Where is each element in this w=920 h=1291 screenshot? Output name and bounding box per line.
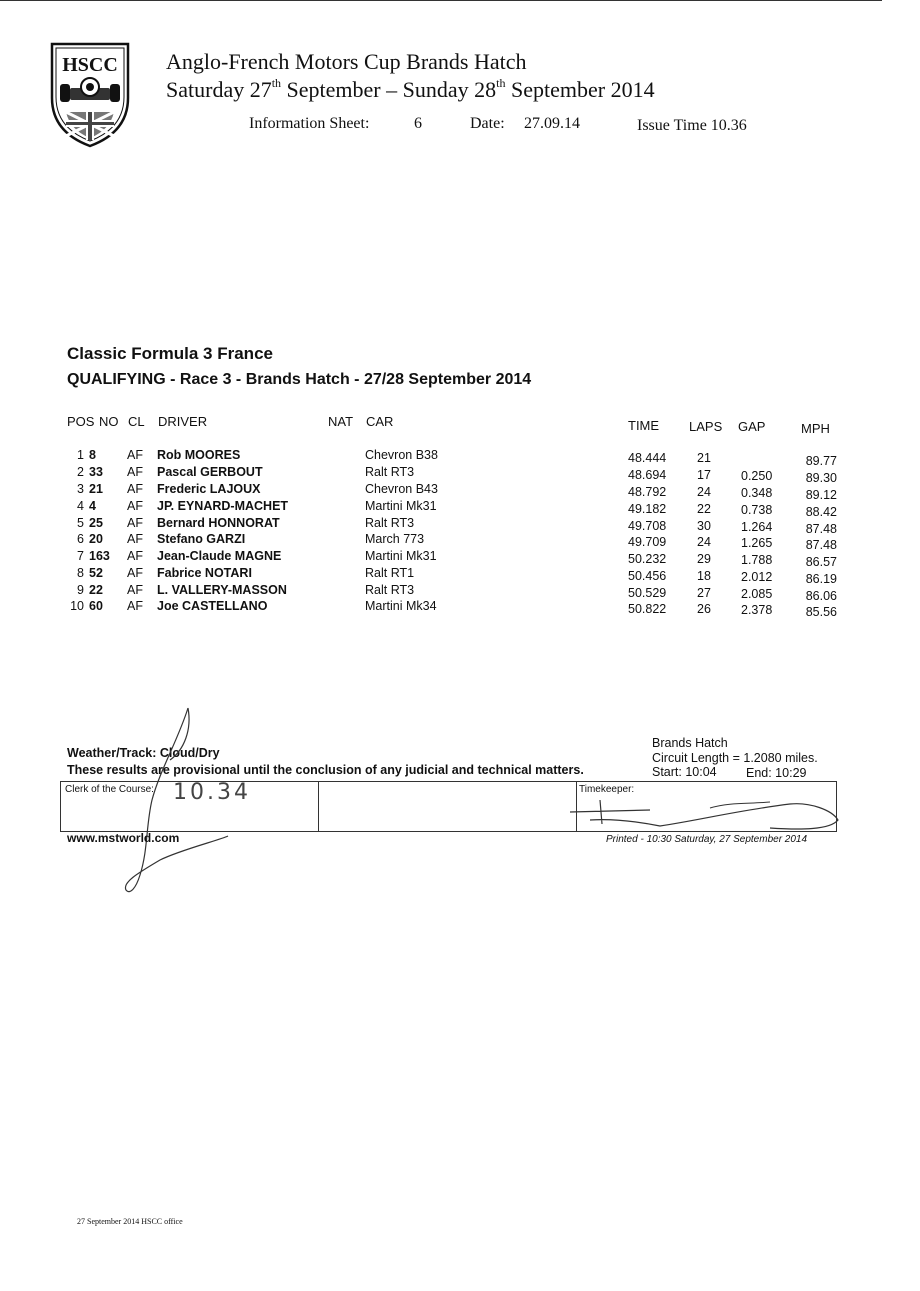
cell-time: 49.708 bbox=[628, 519, 667, 533]
cell-no: 8 bbox=[89, 448, 96, 462]
cell-pos: 6 bbox=[77, 532, 84, 546]
website-link[interactable]: www.mstworld.com bbox=[67, 831, 180, 845]
cell-time: 50.822 bbox=[628, 602, 667, 616]
event-dates: Saturday 27th September – Sunday 28th September 2014 bbox=[166, 76, 655, 102]
cell-mph: 89.77 bbox=[805, 454, 837, 468]
cell-pos: 2 bbox=[77, 465, 84, 479]
cell-car: Martini Mk34 bbox=[365, 599, 437, 613]
hscc-logo bbox=[48, 40, 132, 150]
cell-laps: 18 bbox=[697, 569, 711, 583]
date-value: 27.09.14 bbox=[524, 115, 580, 132]
table-row bbox=[0, 583, 920, 603]
cell-laps: 30 bbox=[697, 519, 711, 533]
cell-cl: AF bbox=[127, 499, 143, 513]
table-row bbox=[0, 499, 920, 519]
cell-cl: AF bbox=[127, 465, 143, 479]
cell-no: 33 bbox=[89, 465, 103, 479]
cell-driver: Fabrice NOTARI bbox=[157, 566, 252, 580]
box-divider bbox=[318, 782, 319, 831]
cell-mph: 85.56 bbox=[805, 605, 837, 619]
cell-cl: AF bbox=[127, 549, 143, 563]
cell-mph: 87.48 bbox=[805, 538, 837, 552]
col-header-laps: LAPS bbox=[689, 419, 723, 434]
cell-gap: 0.250 bbox=[741, 469, 773, 483]
cell-gap: 1.788 bbox=[741, 553, 773, 567]
cell-laps: 29 bbox=[697, 552, 711, 566]
cell-gap: 1.265 bbox=[741, 536, 773, 550]
cell-cl: AF bbox=[127, 516, 143, 530]
cell-car: Martini Mk31 bbox=[365, 549, 437, 563]
cell-mph: 86.06 bbox=[805, 589, 837, 603]
cell-gap: 0.738 bbox=[741, 503, 773, 517]
cell-cl: AF bbox=[127, 448, 143, 462]
cell-driver: Frederic LAJOUX bbox=[157, 482, 261, 496]
col-header-pos: POS bbox=[67, 414, 95, 429]
cell-no: 21 bbox=[89, 482, 103, 496]
col-header-cl: CL bbox=[128, 414, 145, 429]
cell-driver: L. VALLERY-MASSON bbox=[157, 583, 287, 597]
cell-car: Martini Mk31 bbox=[365, 499, 437, 513]
cell-mph: 89.30 bbox=[805, 471, 837, 485]
table-row bbox=[0, 516, 920, 536]
weather-track: Weather/Track: Cloud/Dry bbox=[67, 746, 220, 760]
session-end: End: 10:29 bbox=[746, 766, 807, 780]
cell-gap: 2.378 bbox=[741, 603, 773, 617]
cell-laps: 24 bbox=[697, 535, 711, 549]
cell-car: Ralt RT3 bbox=[365, 516, 415, 530]
cell-gap: 2.012 bbox=[741, 570, 773, 584]
cell-car: Ralt RT3 bbox=[365, 465, 415, 479]
cell-driver: Jean-Claude MAGNE bbox=[157, 549, 282, 563]
table-row bbox=[0, 448, 920, 468]
issue-time: Issue Time 10.36 bbox=[637, 117, 747, 134]
cell-car: Ralt RT1 bbox=[365, 566, 415, 580]
cell-mph: 87.48 bbox=[805, 522, 837, 536]
table-row bbox=[0, 566, 920, 586]
cell-no: 25 bbox=[89, 516, 103, 530]
circuit-length: Circuit Length = 1.2080 miles. bbox=[652, 751, 818, 765]
cell-pos: 7 bbox=[77, 549, 84, 563]
cell-time: 48.444 bbox=[628, 451, 667, 465]
cell-laps: 26 bbox=[697, 602, 711, 616]
cell-mph: 86.57 bbox=[805, 555, 837, 569]
cell-laps: 21 bbox=[697, 451, 711, 465]
cell-car: Ralt RT3 bbox=[365, 583, 415, 597]
provisional-note: These results are provisional until the conclusion of any judicial and technical matters. bbox=[67, 763, 584, 777]
cell-pos: 1 bbox=[77, 448, 84, 462]
cell-time: 49.709 bbox=[628, 535, 667, 549]
cell-no: 20 bbox=[89, 532, 103, 546]
col-header-car: CAR bbox=[366, 414, 394, 429]
event-title: Anglo-French Motors Cup Brands Hatch bbox=[166, 49, 527, 74]
cell-laps: 17 bbox=[697, 468, 711, 482]
cell-pos: 9 bbox=[77, 583, 84, 597]
cell-laps: 27 bbox=[697, 586, 711, 600]
cell-driver: Rob MOORES bbox=[157, 448, 241, 462]
col-header-mph: MPH bbox=[801, 421, 830, 436]
cell-no: 60 bbox=[89, 599, 103, 613]
office-note: 27 September 2014 HSCC office bbox=[77, 1217, 183, 1226]
col-header-no: NO bbox=[99, 414, 119, 429]
table-row bbox=[0, 465, 920, 485]
cell-car: Chevron B43 bbox=[365, 482, 438, 496]
cell-driver: Stefano GARZI bbox=[157, 532, 246, 546]
table-row bbox=[0, 482, 920, 502]
cell-laps: 24 bbox=[697, 485, 711, 499]
cell-time: 50.456 bbox=[628, 569, 667, 583]
cell-mph: 88.42 bbox=[805, 505, 837, 519]
cell-gap: 0.348 bbox=[741, 486, 773, 500]
cell-cl: AF bbox=[127, 482, 143, 496]
cell-pos: 3 bbox=[77, 482, 84, 496]
timekeeper-label: Timekeeper: bbox=[579, 784, 635, 795]
cell-mph: 86.19 bbox=[805, 572, 837, 586]
cell-time: 50.529 bbox=[628, 586, 667, 600]
table-row bbox=[0, 532, 920, 552]
cell-no: 22 bbox=[89, 583, 103, 597]
col-header-nat: NAT bbox=[328, 414, 354, 429]
cell-pos: 8 bbox=[77, 566, 84, 580]
table-row bbox=[0, 599, 920, 619]
class-title: Classic Formula 3 France bbox=[67, 344, 273, 363]
cell-gap: 2.085 bbox=[741, 587, 773, 601]
cell-gap: 1.264 bbox=[741, 520, 773, 534]
cell-mph: 89.12 bbox=[805, 488, 837, 502]
session-subtitle: QUALIFYING - Race 3 - Brands Hatch - 27/28 September 2014 bbox=[67, 371, 532, 388]
col-header-time: TIME bbox=[628, 418, 660, 433]
cell-driver: Joe CASTELLANO bbox=[157, 599, 268, 613]
cell-time: 48.694 bbox=[628, 468, 667, 482]
col-header-driver: DRIVER bbox=[158, 414, 208, 429]
cell-time: 49.182 bbox=[628, 502, 667, 516]
cell-laps: 22 bbox=[697, 502, 711, 516]
clerk-handwritten-time: 10.34 bbox=[173, 780, 251, 805]
cell-driver: JP. EYNARD-MACHET bbox=[157, 499, 289, 513]
cell-time: 48.792 bbox=[628, 485, 667, 499]
cell-no: 4 bbox=[89, 499, 96, 513]
cell-cl: AF bbox=[127, 566, 143, 580]
info-sheet-label: Information Sheet: bbox=[249, 115, 370, 132]
date-label: Date: bbox=[470, 115, 505, 132]
cell-pos: 10 bbox=[70, 599, 84, 613]
cell-no: 163 bbox=[89, 549, 110, 563]
cell-cl: AF bbox=[127, 583, 143, 597]
cell-no: 52 bbox=[89, 566, 103, 580]
cell-time: 50.232 bbox=[628, 552, 667, 566]
cell-driver: Bernard HONNORAT bbox=[157, 516, 280, 530]
cell-pos: 5 bbox=[77, 516, 84, 530]
col-header-gap: GAP bbox=[738, 419, 766, 434]
info-sheet-value: 6 bbox=[414, 115, 422, 132]
session-start: Start: 10:04 bbox=[652, 765, 717, 779]
printed-timestamp: Printed - 10:30 Saturday, 27 September 2014 bbox=[606, 834, 808, 845]
cell-car: March 773 bbox=[365, 532, 425, 546]
clerk-label: Clerk of the Course: bbox=[65, 784, 154, 795]
cell-pos: 4 bbox=[77, 499, 84, 513]
venue-name: Brands Hatch bbox=[652, 736, 728, 750]
clerk-signature bbox=[100, 700, 230, 900]
top-border-line bbox=[0, 0, 882, 1]
table-row bbox=[0, 549, 920, 569]
timekeeper-signature bbox=[560, 790, 845, 840]
cell-cl: AF bbox=[127, 532, 143, 546]
cell-driver: Pascal GERBOUT bbox=[157, 465, 263, 479]
cell-cl: AF bbox=[127, 599, 143, 613]
logo-text: HSCC bbox=[62, 54, 118, 76]
cell-car: Chevron B38 bbox=[365, 448, 438, 462]
